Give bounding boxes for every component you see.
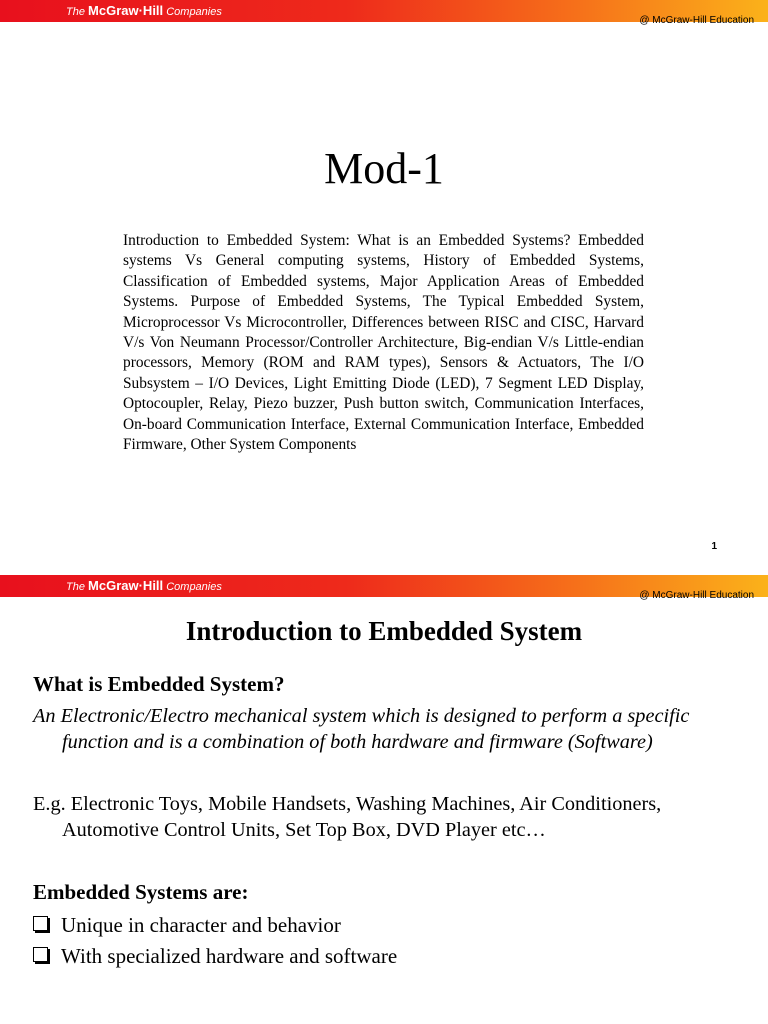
logo-suffix: Companies	[166, 581, 222, 593]
question-heading: What is Embedded System?	[33, 672, 285, 696]
logo-prefix: The	[66, 581, 85, 593]
logo-suffix: Companies	[166, 6, 222, 18]
logo-name: McGraw·Hill	[88, 3, 164, 18]
definition-line-1: An Electronic/Electro mechanical system which is designed to perform a specific	[33, 705, 690, 727]
logo-prefix: The	[66, 6, 85, 18]
definition-text	[33, 703, 743, 755]
definition-line-2: function and is a combination of both hardware and firmware (Software)	[62, 731, 653, 753]
mcgraw-hill-logo	[66, 2, 222, 21]
publisher-credit: @ McGraw-Hill Education	[639, 15, 754, 26]
list-heading: Embedded Systems are:	[33, 880, 249, 904]
slide-2	[0, 575, 768, 1024]
characteristics-list	[33, 911, 397, 973]
list-item	[33, 942, 397, 973]
examples-text	[33, 791, 743, 843]
logo-name: McGraw·Hill	[88, 578, 164, 593]
slide-title: Mod-1	[324, 144, 444, 193]
list-item	[33, 911, 397, 942]
page-number: 1	[711, 541, 717, 552]
examples-line-1: E.g. Electronic Toys, Mobile Handsets, Washing Machines, Air Conditioners,	[33, 793, 662, 815]
checkbox-bullet-icon	[33, 916, 48, 931]
list-item-text: Unique in character and behavior	[61, 913, 341, 937]
slide-title: Introduction to Embedded System	[185, 616, 583, 646]
list-item-text: With specialized hardware and software	[61, 944, 398, 968]
checkbox-bullet-icon	[33, 947, 48, 962]
examples-line-2: Automotive Control Units, Set Top Box, DVD Player etc…	[62, 819, 546, 841]
mcgraw-hill-logo	[66, 577, 222, 596]
publisher-credit: @ McGraw-Hill Education	[639, 590, 754, 601]
syllabus-paragraph: Introduction to Embedded System: What is an Embedded Systems? Embedded systems Vs General computing systems, History of Embedded Systems, Classification of Embedded systems, Major Application Areas of Embedded Systems. Purpose of Embedded Systems, The Typical Embedded System, Microprocessor Vs Microcontroller, Differences between RISC and CISC, Harvard V/s Von Neumann Processor/Controller Architecture, Big-endian V/s Little-endian processors, Memory (ROM and RAM types), Sensors & Actuators, The I/O Subsystem – I/O Devices, Light Emitting Diode (LED), 7 Segment LED Display, Optocoupler, Relay, Piezo buzzer, Push button switch, Communication Interfaces, On-board Communication Interface, External Communication Interface, Embedded Firmware, Other System Components	[123, 232, 644, 454]
